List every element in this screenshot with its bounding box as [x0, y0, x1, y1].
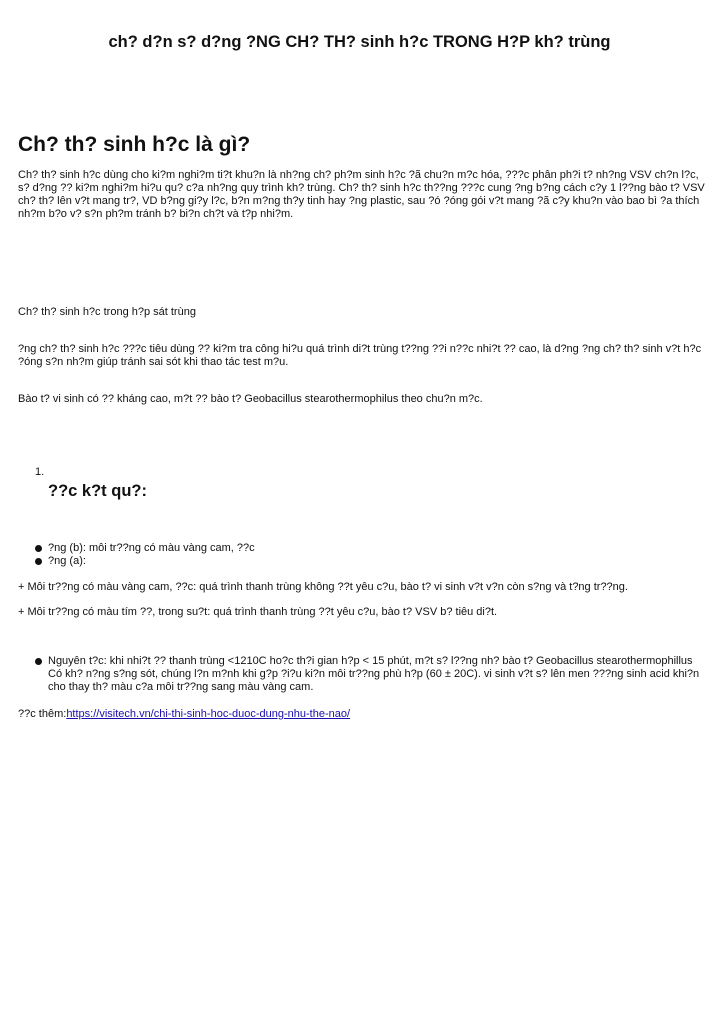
results-heading: ??c k?t qu?:	[48, 482, 147, 500]
bullet-icon	[35, 658, 42, 665]
image-caption: Ch? th? sinh h?c trong h?p sát trùng	[18, 306, 196, 318]
read-more-line	[18, 708, 708, 721]
read-more-link[interactable]: https://visitech.vn/chi-thi-sinh-hoc-duoc-dung-nhu-the-nao/	[66, 708, 351, 720]
list-number: 1.	[35, 466, 45, 478]
list-item	[35, 555, 700, 568]
usage-paragraph: ?ng ch? th? sinh h?c ???c tiêu dùng ?? ki?m tra công hi?u quá trình di?t trùng t??ng ??i n??c nhi?t ?? cao, là d?ng ?ng ch? th? sinh v?t h?c ?óng s?n nh?m giúp tránh sai sót khi thao tác test m?u.	[18, 343, 702, 368]
list-item-text: Nguyên t?c: khi nhi?t ?? thanh trùng <1210C ho?c th?i gian h?p < 15 phút, m?t s? l??ng nh? bào t? Geobacillus stearothermophillus Có kh? n?ng s?ng sót, chúng l?n m?nh khi g?p ?i?u ki?n môi tr??ng phù h?p (60 ± 20C). vi sinh v?t s? lên men ???ng sinh acid khi?n cho thay th? màu c?a môi tr??ng sang màu vàng cam.	[48, 655, 700, 693]
list-item	[35, 655, 700, 694]
bullet-icon	[35, 545, 42, 552]
list-item-text: ?ng (a):	[48, 555, 86, 567]
spore-paragraph: Bào t? vi sinh có ?? kháng cao, m?t ?? bào t? Geobacillus stearothermophilus theo chu?n m?c.	[18, 393, 483, 405]
page-title: ch? d?n s? d?ng ?NG CH? TH? sinh h?c TRONG H?P kh? trùng	[108, 33, 611, 51]
cause-list	[35, 655, 700, 694]
read-more-label: ??c thêm:	[18, 708, 67, 720]
list-item	[35, 542, 700, 555]
section-heading: Ch? th? sinh h?c là gì?	[18, 133, 251, 156]
list-item-text: ?ng (b): môi tr??ng có màu vàng cam, ??c	[48, 542, 255, 554]
result-orange-paragraph: + Môi tr??ng có màu vàng cam, ??c: quá trình thanh trùng không ??t yêu c?u, bào t? vi sinh v?t v?n còn s?ng và t?ng tr??ng.	[18, 581, 628, 593]
intro-paragraph: Ch? th? sinh h?c dùng cho ki?m nghi?m ti?t khu?n là nh?ng ch? ph?m sinh h?c ?ã chu?n m?c hóa, ???c phân ph?i t? nh?ng VSV ch?n l?c, s? d?ng ?? ki?m nghi?m hi?u qu? c?a nh?ng quy trình kh? trùng. Ch? th? sinh h?c th??ng ???c cung ?ng b?ng cách c?y 1 l??ng bào t? VSV ch? th? lên v?t mang tr?, VD b?ng gi?y l?c, b?n m?ng th?y tinh hay ?ng plastic, sau ?ó ?óng gói v?t mang ?ã c?y khu?n vào bao bì ?a thích nh?m b?o v? s?n ph?m tránh b? bi?n ch?t và t?p nhi?m.	[18, 169, 705, 220]
bullet-icon	[35, 558, 42, 565]
results-list	[35, 542, 700, 568]
result-purple-paragraph: + Môi tr??ng có màu tím ??, trong su?t: quá trình thanh trùng ??t yêu c?u, bào t? VSV b? tiêu di?t.	[18, 606, 498, 618]
